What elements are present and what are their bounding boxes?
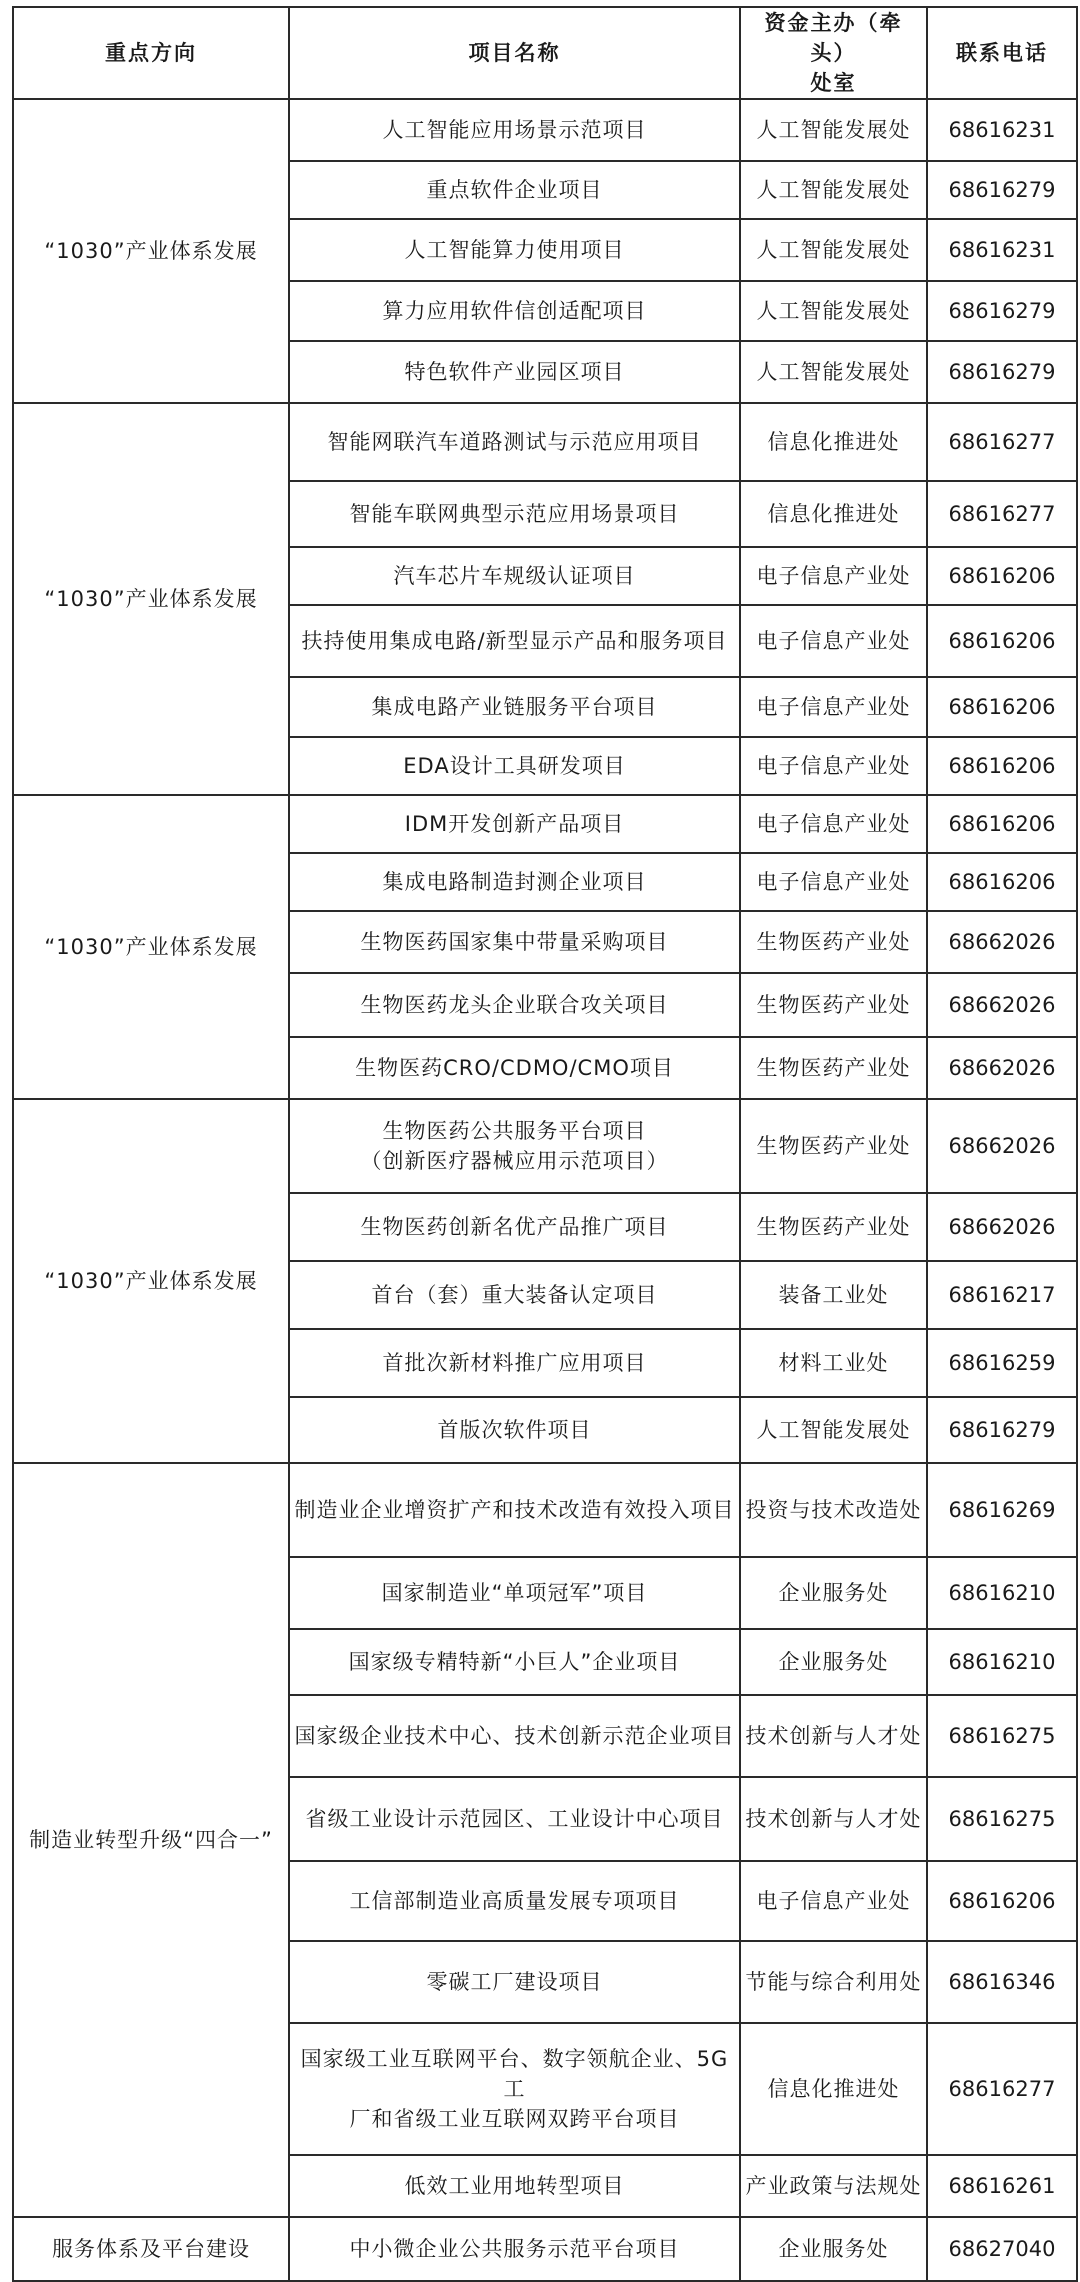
header-row xyxy=(13,7,1077,99)
dept-cell: 技术创新与人才处 xyxy=(740,1695,927,1777)
project-line2: 厂和省级工业互联网双跨平台项目 xyxy=(349,2107,680,2131)
project-cell: 生物医药CRO/CDMO/CMO项目 xyxy=(289,1037,740,1099)
dept-cell: 企业服务处 xyxy=(740,1629,927,1695)
table-row xyxy=(13,2217,1077,2281)
project-cell: 制造业企业增资扩产和技术改造有效投入项目 xyxy=(289,1463,740,1557)
phone-cell: 68616277 xyxy=(927,403,1077,481)
dept-cell: 电子信息产业处 xyxy=(740,677,927,737)
dept-cell: 人工智能发展处 xyxy=(740,99,927,161)
project-line1: 国家级工业互联网平台、数字领航企业、5G工 xyxy=(300,2047,729,2101)
phone-cell: 68616346 xyxy=(927,1941,1077,2023)
project-cell: 工信部制造业高质量发展专项项目 xyxy=(289,1861,740,1941)
dept-cell: 生物医药产业处 xyxy=(740,1193,927,1261)
project-cell: EDA设计工具研发项目 xyxy=(289,737,740,795)
project-cell: 特色软件产业园区项目 xyxy=(289,341,740,403)
dept-cell: 生物医药产业处 xyxy=(740,1099,927,1193)
project-cell: 扶持使用集成电路/新型显示产品和服务项目 xyxy=(289,605,740,677)
project-cell: 人工智能应用场景示范项目 xyxy=(289,99,740,161)
dept-cell: 电子信息产业处 xyxy=(740,853,927,911)
project-cell: 零碳工厂建设项目 xyxy=(289,1941,740,2023)
project-cell: 低效工业用地转型项目 xyxy=(289,2155,740,2217)
direction-cell: 制造业转型升级“四合一” xyxy=(13,1463,289,2217)
phone-cell: 68616231 xyxy=(927,99,1077,161)
dept-cell: 人工智能发展处 xyxy=(740,1397,927,1463)
phone-cell: 68662026 xyxy=(927,911,1077,973)
phone-cell: 68662026 xyxy=(927,1193,1077,1261)
table-row xyxy=(13,1463,1077,1557)
dept-cell: 电子信息产业处 xyxy=(740,547,927,605)
project-cell: 集成电路产业链服务平台项目 xyxy=(289,677,740,737)
project-cell: 算力应用软件信创适配项目 xyxy=(289,281,740,341)
phone-cell: 68627040 xyxy=(927,2217,1077,2281)
project-cell: 生物医药国家集中带量采购项目 xyxy=(289,911,740,973)
dept-cell: 产业政策与法规处 xyxy=(740,2155,927,2217)
phone-cell: 68616206 xyxy=(927,547,1077,605)
dept-cell: 节能与综合利用处 xyxy=(740,1941,927,2023)
phone-cell: 68616261 xyxy=(927,2155,1077,2217)
dept-cell: 人工智能发展处 xyxy=(740,161,927,219)
project-cell: 人工智能算力使用项目 xyxy=(289,219,740,281)
dept-cell: 企业服务处 xyxy=(740,2217,927,2281)
dept-cell: 材料工业处 xyxy=(740,1329,927,1397)
project-cell: 省级工业设计示范园区、工业设计中心项目 xyxy=(289,1777,740,1861)
phone-cell: 68662026 xyxy=(927,1099,1077,1193)
project-cell xyxy=(289,2023,740,2155)
project-contact-table xyxy=(12,6,1078,2282)
phone-cell: 68616275 xyxy=(927,1777,1077,1861)
phone-cell: 68616206 xyxy=(927,853,1077,911)
direction-cell: “1030”产业体系发展 xyxy=(13,795,289,1099)
phone-cell: 68616231 xyxy=(927,219,1077,281)
dept-cell: 电子信息产业处 xyxy=(740,1861,927,1941)
table-row xyxy=(13,99,1077,161)
header-dept-line1: 资金主办（牵头） xyxy=(764,11,903,65)
dept-cell: 电子信息产业处 xyxy=(740,795,927,853)
dept-cell: 人工智能发展处 xyxy=(740,219,927,281)
dept-cell: 人工智能发展处 xyxy=(740,341,927,403)
project-cell: 生物医药龙头企业联合攻关项目 xyxy=(289,973,740,1037)
project-cell: 智能车联网典型示范应用场景项目 xyxy=(289,481,740,547)
dept-cell: 装备工业处 xyxy=(740,1261,927,1329)
project-cell: 汽车芯片车规级认证项目 xyxy=(289,547,740,605)
project-cell: 重点软件企业项目 xyxy=(289,161,740,219)
header-direction: 重点方向 xyxy=(13,7,289,99)
phone-cell: 68616275 xyxy=(927,1695,1077,1777)
dept-cell: 技术创新与人才处 xyxy=(740,1777,927,1861)
dept-cell: 电子信息产业处 xyxy=(740,605,927,677)
phone-cell: 68616279 xyxy=(927,281,1077,341)
phone-cell: 68616259 xyxy=(927,1329,1077,1397)
phone-cell: 68616217 xyxy=(927,1261,1077,1329)
header-dept xyxy=(740,7,927,99)
project-cell: 国家级专精特新“小巨人”企业项目 xyxy=(289,1629,740,1695)
project-cell: 中小微企业公共服务示范平台项目 xyxy=(289,2217,740,2281)
dept-cell: 生物医药产业处 xyxy=(740,1037,927,1099)
phone-cell: 68616206 xyxy=(927,737,1077,795)
direction-cell: “1030”产业体系发展 xyxy=(13,99,289,403)
phone-cell: 68616277 xyxy=(927,481,1077,547)
header-project: 项目名称 xyxy=(289,7,740,99)
project-cell: 首台（套）重大装备认定项目 xyxy=(289,1261,740,1329)
dept-cell: 人工智能发展处 xyxy=(740,281,927,341)
phone-cell: 68616279 xyxy=(927,1397,1077,1463)
table-row xyxy=(13,1099,1077,1193)
phone-cell: 68616206 xyxy=(927,605,1077,677)
phone-cell: 68616206 xyxy=(927,795,1077,853)
phone-cell: 68616210 xyxy=(927,1629,1077,1695)
phone-cell: 68616279 xyxy=(927,341,1077,403)
project-cell: 首版次软件项目 xyxy=(289,1397,740,1463)
dept-cell: 信息化推进处 xyxy=(740,403,927,481)
dept-cell: 企业服务处 xyxy=(740,1557,927,1629)
project-cell xyxy=(289,1099,740,1193)
phone-cell: 68662026 xyxy=(927,973,1077,1037)
dept-cell: 电子信息产业处 xyxy=(740,737,927,795)
header-dept-line2: 处室 xyxy=(810,71,857,95)
dept-cell: 生物医药产业处 xyxy=(740,911,927,973)
direction-cell: “1030”产业体系发展 xyxy=(13,403,289,795)
project-cell: 集成电路制造封测企业项目 xyxy=(289,853,740,911)
phone-cell: 68616277 xyxy=(927,2023,1077,2155)
phone-cell: 68616279 xyxy=(927,161,1077,219)
project-cell: 国家级企业技术中心、技术创新示范企业项目 xyxy=(289,1695,740,1777)
table-row xyxy=(13,403,1077,481)
phone-cell: 68616206 xyxy=(927,677,1077,737)
phone-cell: 68616206 xyxy=(927,1861,1077,1941)
project-cell: 国家制造业“单项冠军”项目 xyxy=(289,1557,740,1629)
project-line2: （创新医疗器械应用示范项目） xyxy=(360,1149,669,1173)
direction-cell: 服务体系及平台建设 xyxy=(13,2217,289,2281)
dept-cell: 信息化推进处 xyxy=(740,2023,927,2155)
dept-cell: 信息化推进处 xyxy=(740,481,927,547)
table-row xyxy=(13,795,1077,853)
dept-cell: 投资与技术改造处 xyxy=(740,1463,927,1557)
direction-cell: “1030”产业体系发展 xyxy=(13,1099,289,1463)
project-cell: 首批次新材料推广应用项目 xyxy=(289,1329,740,1397)
phone-cell: 68616210 xyxy=(927,1557,1077,1629)
project-cell: 智能网联汽车道路测试与示范应用项目 xyxy=(289,403,740,481)
project-cell: IDM开发创新产品项目 xyxy=(289,795,740,853)
project-line1: 生物医药公共服务平台项目 xyxy=(382,1119,647,1143)
phone-cell: 68616269 xyxy=(927,1463,1077,1557)
dept-cell: 生物医药产业处 xyxy=(740,973,927,1037)
header-phone: 联系电话 xyxy=(927,7,1077,99)
project-cell: 生物医药创新名优产品推广项目 xyxy=(289,1193,740,1261)
phone-cell: 68662026 xyxy=(927,1037,1077,1099)
